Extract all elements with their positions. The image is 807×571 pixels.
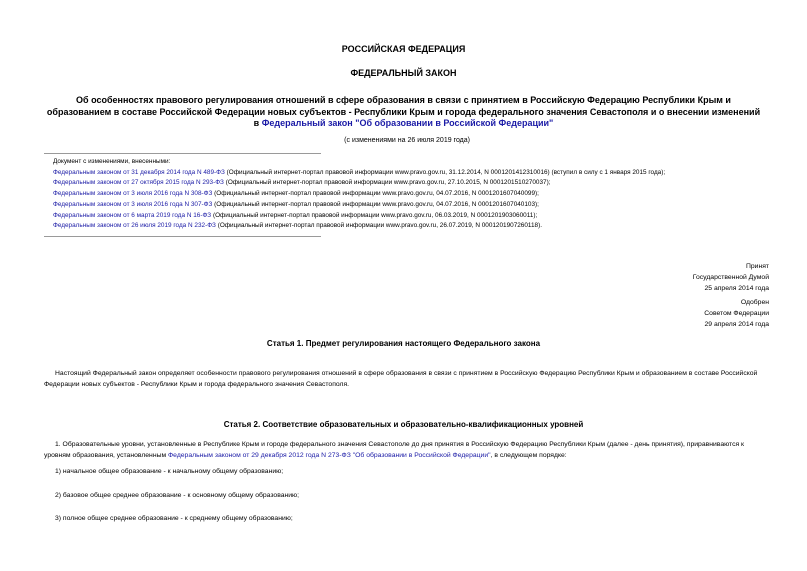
council-date: 29 апреля 2014 года [704,321,769,328]
change-link[interactable]: Федеральным законом от 31 декабря 2014 года N 489-ФЗ [53,168,225,176]
changes-bottom-divider [44,236,321,237]
change-link[interactable]: Федеральным законом от 3 июля 2016 года N 307-ФЗ [53,200,213,208]
change-link[interactable]: Федеральным законом от 6 марта 2019 года N 16-ФЗ [53,211,212,219]
law-type-heading: ФЕДЕРАЛЬНЫЙ ЗАКОН [350,68,457,78]
change-text: (Официальный интернет-портал правовой информации www.pravo.gov.ru, 27.10.2015, N 0001201510270037); [223,179,551,187]
law-title-link[interactable]: Федеральный закон "Об образовании в Российской Федерации" [261,118,554,128]
changes-top-divider [44,153,321,154]
article-1-text: Настоящий Федеральный закон определяет особенности правового регулирования отношений в сфере образования в связи с принятием в Российскую Федерацию Республики Крым и образованием в составе Российской Федерации новых субъектов - Республики Крым и города федерального значения Севастополя. [44,370,758,388]
change-item [53,200,665,211]
duma-adoption [693,261,769,294]
change-text: (Официальный интернет-портал правовой информации www.pravo.gov.ru, 04.07.2016, N 0001201607040103); [212,200,539,208]
council-approval [704,297,769,330]
changes-heading: Документ с изменениями, внесенными: [53,158,171,165]
change-link[interactable]: Федеральным законом от 26 июля 2019 года N 232-ФЗ [53,222,216,230]
article-2-p1-tail: , в следующем порядке: [490,452,567,459]
article-1-title: Статья 1. Предмет регулирования настоящего Федерального закона [266,339,541,348]
change-link[interactable]: Федеральным законом от 27 октября 2015 года N 293-ФЗ [53,179,224,187]
duma-name: Государственной Думой [692,274,769,281]
changes-list [53,157,665,232]
council-name: Советом Федерации [704,310,769,317]
law-title [44,95,763,130]
change-text: (Официальный интернет-портал правовой информации www.pravo.gov.ru, 26.07.2019, N 0001201907260118). [215,222,543,230]
change-item [53,178,665,189]
country-heading: РОССИЙСКАЯ ФЕДЕРАЦИЯ [341,44,466,54]
change-item [53,211,665,222]
duma-date: 25 апреля 2014 года [704,285,769,292]
duma-adopted-label: Принят [745,263,769,270]
change-text: (Официальный интернет-портал правовой информации www.pravo.gov.ru, 04.07.2016, N 0001201607040099); [212,190,539,198]
change-item [53,168,665,179]
list-item: 2) базовое общее среднее образование - к основному общему образованию; [55,492,300,499]
change-text: (Официальный интернет-портал правовой информации www.pravo.gov.ru, 31.12.2014, N 0001201412310016) (вступил в силу с 1 января 2015 года); [224,168,666,176]
article-2-paragraph-1 [44,439,764,461]
change-item [53,189,665,200]
change-item [53,221,665,232]
council-approved-label: Одобрен [740,299,769,306]
edition-note: (с изменениями на 26 июля 2019 года) [344,137,470,144]
list-item: 3) полное общее среднее образование - к среднему общему образованию; [55,515,293,522]
article-2-p1-link[interactable]: Федеральным законом от 29 декабря 2012 года N 273-ФЗ "Об образовании в Российской Федерации" [168,452,491,459]
change-text: (Официальный интернет-портал правовой информации www.pravo.gov.ru, 06.03.2019, N 0001201903060011); [211,211,538,219]
article-2-title: Статья 2. Соответствие образовательных и образовательно-квалификационных уровней [223,420,584,429]
list-item: 1) начальное общее образование - к начальному общему образованию; [55,468,284,475]
article-2-p1-text: 1. Образовательные уровни, установленные в Республике Крым и городе федерального значения Севастополе до дня принятия в Российскую Федерацию Республики Крым (далее - день принятия), приравниваются к уровням образования, установленным [44,441,745,459]
change-link[interactable]: Федеральным законом от 3 июля 2016 года N 308-ФЗ [53,190,213,198]
law-title-text: Об особенностях правового регулирования отношений в сфере образования в связи с принятием в Российскую Федерацию Республики Крым и образованием в составе Российской Федерации новых субъектов - Республики Крым и города федерального значения Севастополя и о внесении изменений в [46,95,761,128]
